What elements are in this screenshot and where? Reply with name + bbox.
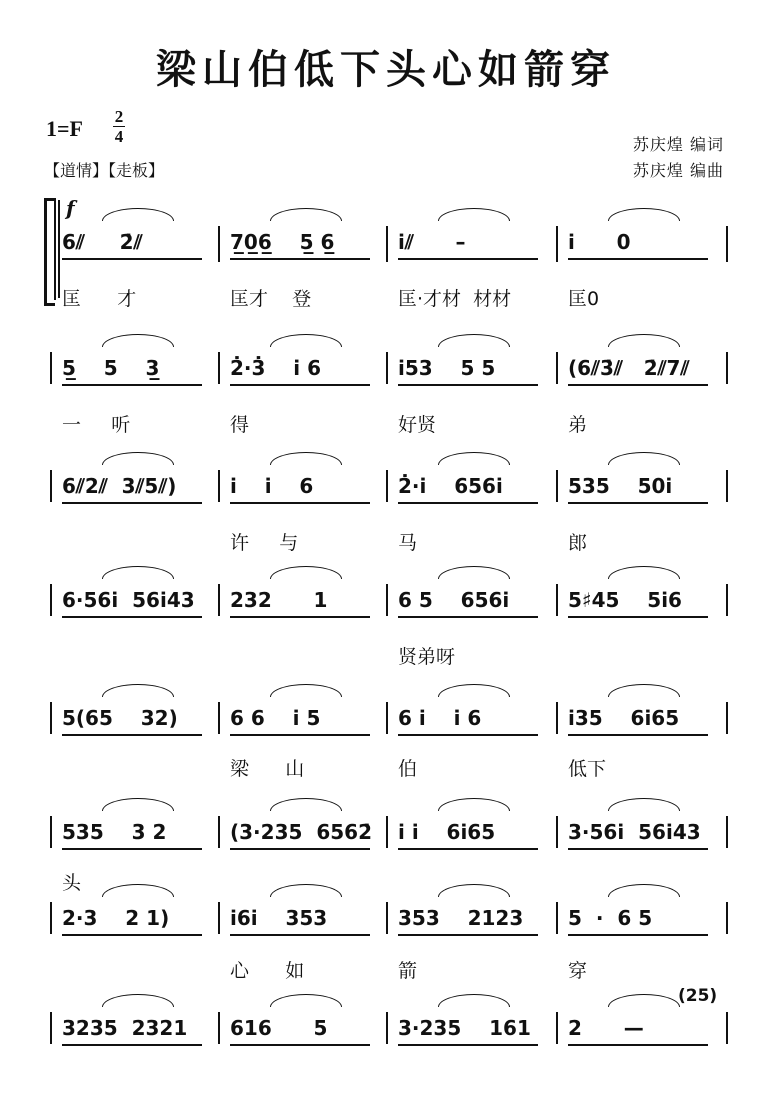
measure-notes: (6⫽3̇⫽ 2̇⫽7⫽ (568, 356, 690, 380)
beam-underline (62, 258, 202, 260)
measure-lyrics: 心 如 (230, 960, 305, 982)
measure-lyrics: 贤弟呀 (398, 646, 456, 668)
key-signature: 1=F (46, 116, 83, 141)
measure-count-label: (25) (678, 986, 718, 1006)
beam-underline (568, 848, 708, 850)
measure-lyrics: 弟 (568, 414, 588, 436)
slur (438, 994, 510, 1007)
barline (556, 816, 558, 848)
slur (102, 208, 174, 221)
measure-notes: i̇53 5 5 (398, 356, 496, 380)
barline (556, 352, 558, 384)
barline (556, 470, 558, 502)
measure-notes: 5 · 6 5 (568, 906, 653, 930)
beam-underline (230, 848, 370, 850)
barline (386, 226, 388, 262)
slur (270, 566, 342, 579)
barline (50, 1012, 52, 1044)
slur (102, 994, 174, 1007)
barline (556, 226, 558, 262)
beam-underline (230, 616, 370, 618)
barline (386, 584, 388, 616)
barline (556, 584, 558, 616)
barline (218, 352, 220, 384)
barline (726, 702, 728, 734)
meter-top: 2 (114, 107, 124, 126)
measure-lyrics: 匡·才材 材材 (398, 288, 512, 310)
beam-underline (62, 734, 202, 736)
barline (556, 702, 558, 734)
measure-lyrics: 匡才 登 (230, 288, 312, 310)
measure-notes: 6 i̇ i̇ 6 (398, 706, 482, 730)
measure-notes: 6⫽ 2̇⫽ (62, 230, 143, 254)
measure-notes: i̇⫽ – (398, 230, 466, 254)
system-brace-inner (54, 198, 56, 300)
measure-notes: 535 3 2 (62, 820, 167, 844)
slur (438, 798, 510, 811)
beam-underline (568, 384, 708, 386)
barline (50, 470, 52, 502)
slur (102, 884, 174, 897)
measure-lyrics: 好贤 (398, 414, 437, 436)
measure-notes: i̇ 0 (568, 230, 631, 254)
beam-underline (398, 734, 538, 736)
measure-lyrics: 穿 (568, 960, 588, 982)
measure-lyrics: 箭 (398, 960, 418, 982)
slur (102, 684, 174, 697)
slur (102, 566, 174, 579)
measure-notes: 535 50i̇ (568, 474, 673, 498)
barline (218, 584, 220, 616)
measure-lyrics: 得 (230, 414, 250, 436)
barline (726, 584, 728, 616)
beam-underline (398, 616, 538, 618)
beam-underline (62, 502, 202, 504)
beam-underline (230, 502, 370, 504)
beam-underline (568, 734, 708, 736)
measure-notes: 5♯45 5i̇6 (568, 588, 682, 612)
measure-notes: 2·3 2 1) (62, 906, 170, 930)
beam-underline (398, 1044, 538, 1046)
barline (386, 902, 388, 934)
measure-notes: 6⫽2⫽ 3⫽5⫽) (62, 474, 177, 498)
measure-notes: i̇ i̇ 6i̇65 (398, 820, 496, 844)
slur (438, 566, 510, 579)
barline (386, 352, 388, 384)
measure-notes: 6 6 i̇ 5 (230, 706, 321, 730)
measure-notes: 3·56i̇ 56i̇43 (568, 820, 701, 844)
measure-notes: 2 — (568, 1016, 644, 1040)
beam-underline (230, 384, 370, 386)
measure-notes: 3·235 161 (398, 1016, 531, 1040)
slur (270, 684, 342, 697)
slur (102, 798, 174, 811)
beam-underline (230, 734, 370, 736)
beam-underline (398, 258, 538, 260)
slur (270, 798, 342, 811)
slur (608, 208, 680, 221)
slur (270, 994, 342, 1007)
barline (218, 226, 220, 262)
barline (218, 816, 220, 848)
barline (726, 226, 728, 262)
measure-notes: 2̇·i̇ 656i̇ (398, 474, 503, 498)
measure-notes: 6 5 656i̇ (398, 588, 510, 612)
measure-lyrics: 马 (398, 532, 418, 554)
measure-notes: i̇ i̇ 6 (230, 474, 314, 498)
time-signature (113, 108, 125, 145)
barline (726, 816, 728, 848)
measure-lyrics: 匡0 (568, 288, 600, 310)
measure-lyrics: 梁 山 (230, 758, 305, 780)
page-title: 梁山伯低下头心如箭穿 (156, 46, 616, 93)
measure-lyrics: 伯 (398, 758, 418, 780)
slur (270, 334, 342, 347)
beam-underline (230, 934, 370, 936)
slur (608, 566, 680, 579)
barline (218, 702, 220, 734)
barline (556, 902, 558, 934)
slur (608, 452, 680, 465)
barline (218, 1012, 220, 1044)
measure-notes: 7̲0̲6̲ 5̲ 6̲ (230, 230, 335, 254)
barline (386, 1012, 388, 1044)
measure-notes: 5̲ 5 3̲ (62, 356, 160, 380)
barline (386, 816, 388, 848)
barline (218, 902, 220, 934)
measure-lyrics: 许 与 (230, 532, 299, 554)
measure-notes: 616 5 (230, 1016, 328, 1040)
barline (386, 702, 388, 734)
measure-notes: 5(65 32) (62, 706, 178, 730)
measure-notes: 2̇·3̇ i̇ 6 (230, 356, 322, 380)
slur (102, 452, 174, 465)
lyricist-credit: 苏庆煌 编词 (632, 135, 724, 154)
system-start-barline (58, 200, 60, 298)
slur (438, 684, 510, 697)
measure-lyrics: 匡 才 (62, 288, 137, 310)
slur (270, 452, 342, 465)
measure-notes: (3·235 6562̇ (230, 820, 372, 844)
barline (726, 1012, 728, 1044)
barline (218, 470, 220, 502)
measure-lyrics: 郎 (568, 532, 588, 554)
slur (608, 334, 680, 347)
barline (726, 352, 728, 384)
measure-notes: 353 2123 (398, 906, 524, 930)
barline (726, 902, 728, 934)
measure-lyrics: 一 听 (62, 414, 131, 436)
barline (386, 470, 388, 502)
slur (438, 208, 510, 221)
slur (438, 884, 510, 897)
barline (50, 816, 52, 848)
barline (50, 584, 52, 616)
beam-underline (230, 1044, 370, 1046)
measure-notes: 3235 2321 (62, 1016, 188, 1040)
barline (726, 470, 728, 502)
beam-underline (568, 258, 708, 260)
beam-underline (568, 934, 708, 936)
measure-notes: 6·56i̇ 56i̇43 (62, 588, 195, 612)
beam-underline (398, 848, 538, 850)
barline (50, 702, 52, 734)
slur (608, 798, 680, 811)
slur (608, 994, 680, 1007)
slur (608, 884, 680, 897)
measure-lyrics: 头 (62, 872, 82, 894)
beam-underline (398, 384, 538, 386)
beam-underline (568, 616, 708, 618)
measure-notes: 232 1 (230, 588, 328, 612)
slur (270, 884, 342, 897)
measure-lyrics: 低下 (568, 758, 607, 780)
composer-credit: 苏庆煌 编曲 (632, 161, 724, 180)
beam-underline (62, 934, 202, 936)
style-tags: 【道情】【走板】 (44, 161, 165, 180)
measure-notes: i̇6i̇ 353 (230, 906, 328, 930)
beam-underline (62, 848, 202, 850)
slur (608, 684, 680, 697)
beam-underline (230, 258, 370, 260)
barline (50, 902, 52, 934)
beam-underline (568, 502, 708, 504)
slur (438, 334, 510, 347)
beam-underline (398, 934, 538, 936)
slur (270, 208, 342, 221)
measure-notes: i̇35 6i̇65 (568, 706, 680, 730)
meter-bottom: 4 (114, 127, 124, 146)
beam-underline (568, 1044, 708, 1046)
slur (102, 334, 174, 347)
dynamic-marking: f (66, 196, 75, 220)
slur (438, 452, 510, 465)
barline (556, 1012, 558, 1044)
beam-underline (398, 502, 538, 504)
beam-underline (62, 1044, 202, 1046)
beam-underline (62, 384, 202, 386)
beam-underline (62, 616, 202, 618)
barline (50, 352, 52, 384)
